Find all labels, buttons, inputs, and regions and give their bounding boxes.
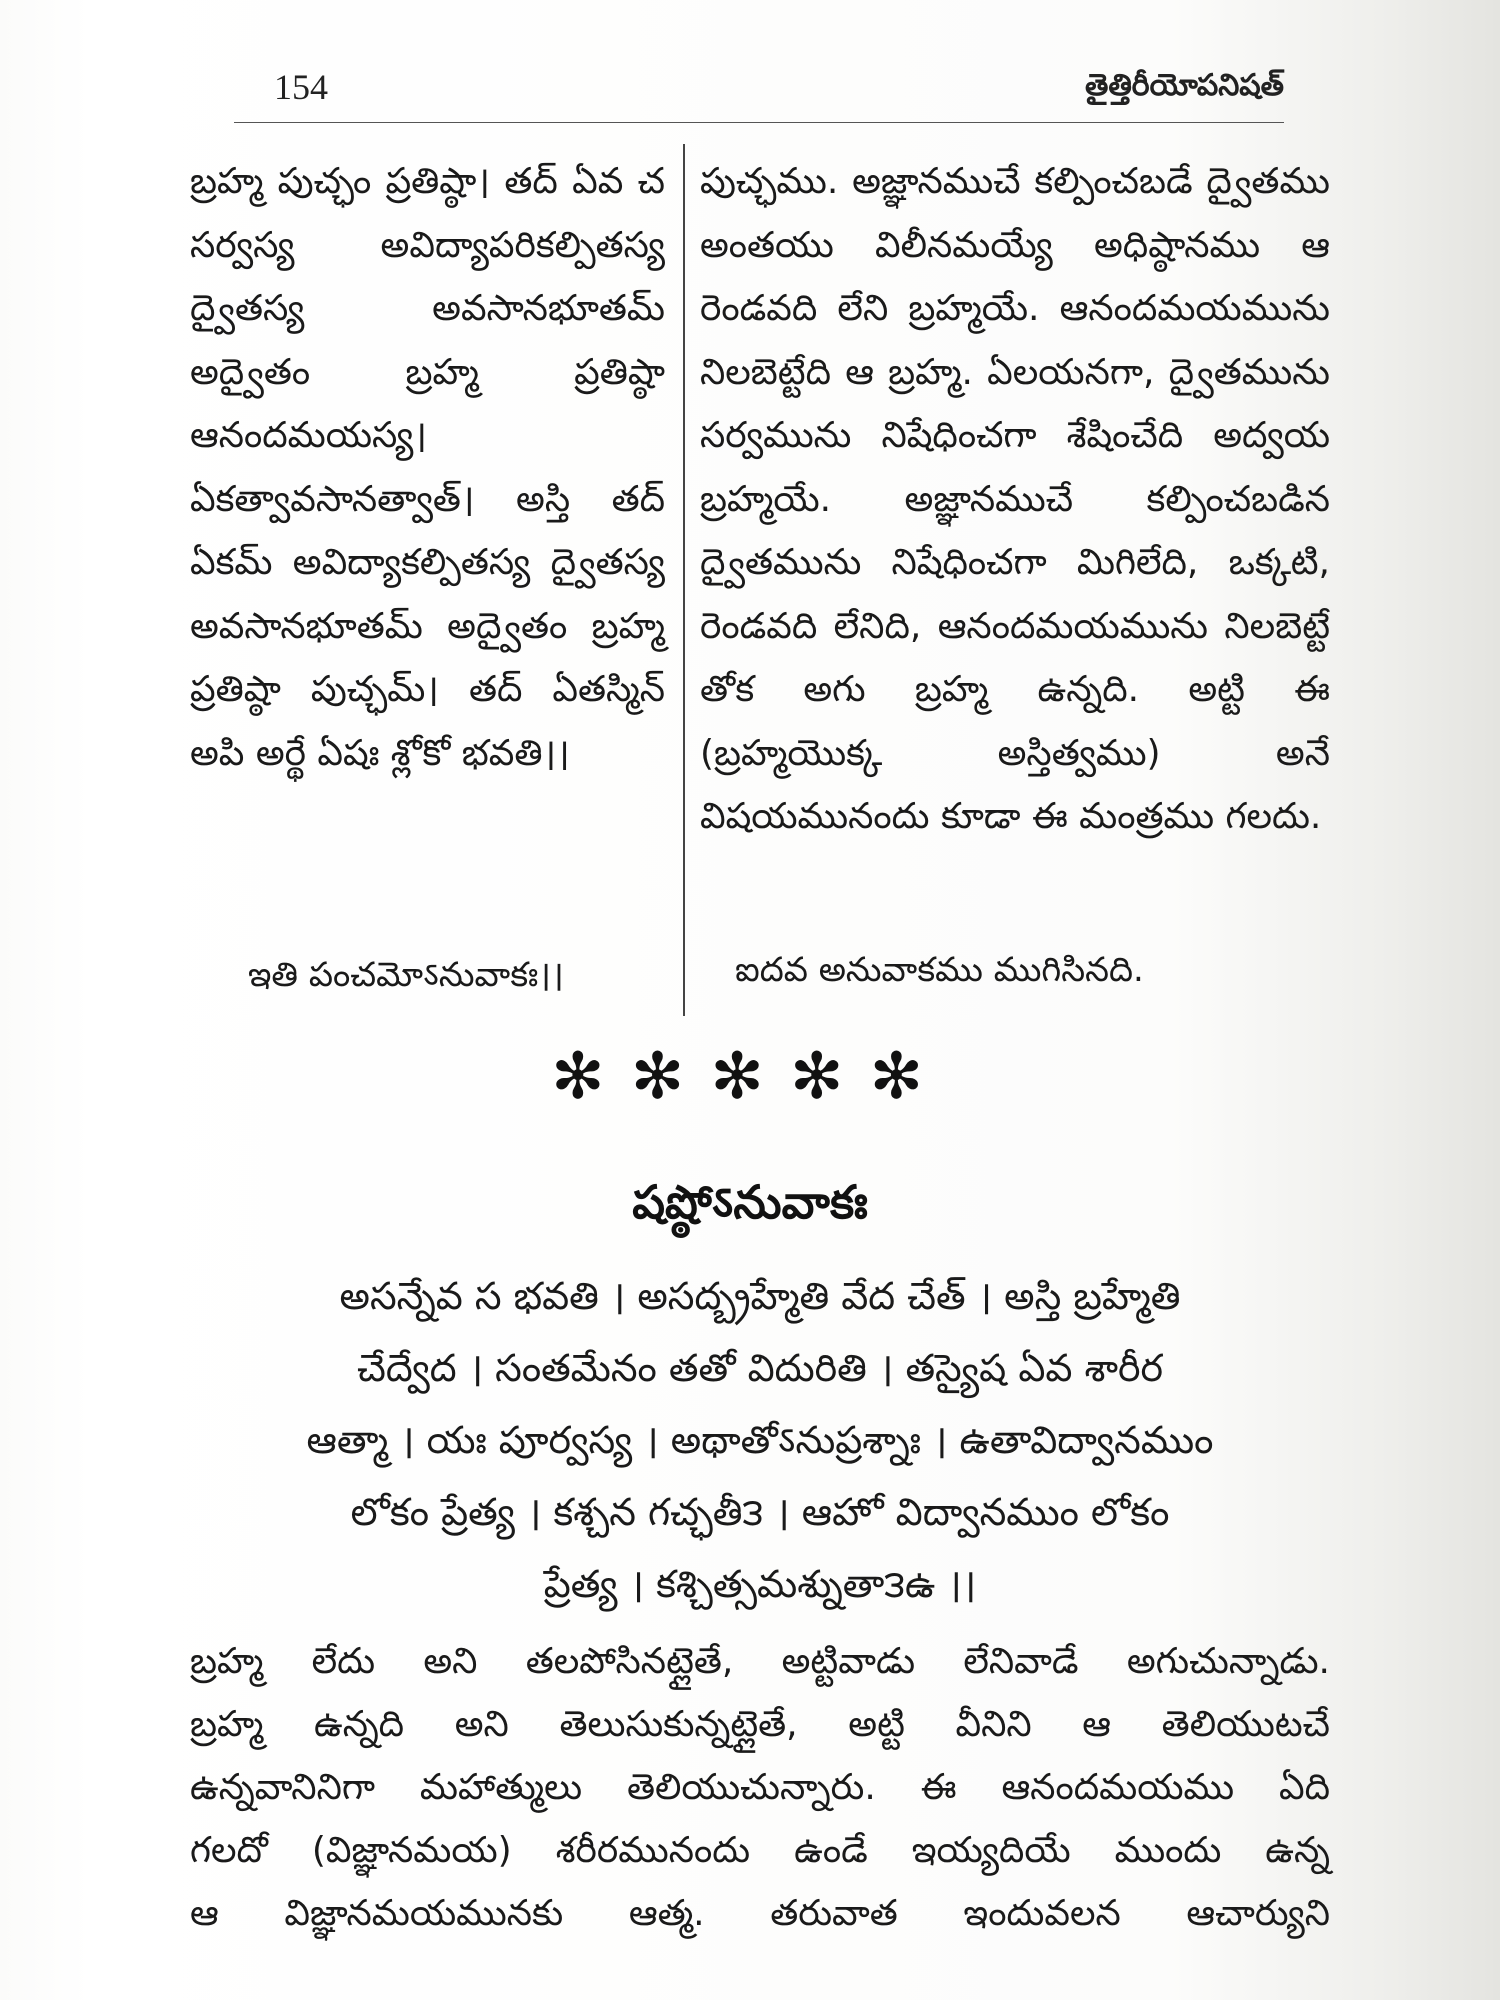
commentary-block — [190, 1630, 1330, 1945]
verse-line: ప్రేత్య । కశ్చిత్సమశ్నుతా౩ఉ ।। — [543, 1562, 977, 1606]
verse-line: లోకం ప్రేత్య । కశ్చన గచ్ఛతీ౩ । ఆహో విద్వానముం లోకం — [350, 1490, 1170, 1534]
commentary-line: ఉన్నవానినిగా మహాత్ములు తెలియుచున్నారు. ఈ ఆనందమయము ఏది — [190, 1767, 1330, 1808]
two-column-section — [190, 150, 1330, 1010]
verse-block — [190, 1260, 1330, 1620]
column-divider — [683, 144, 685, 1016]
commentary-line: బ్రహ్మ లేదు అని తలపోసినట్లైతే, అట్టివాడు లేనివాడే అగుచున్నాడు. — [190, 1641, 1330, 1682]
translation-end-note: ఐదవ అనువాకము ముగిసినది. — [735, 950, 1144, 990]
sanskrit-end-note: ఇతి పంచమోऽనువాకః।। — [248, 955, 564, 995]
commentary-line: ఆ విజ్ఞానమయమునకు ఆత్మ. తరువాత ఇందువలన ఆచార్యుని — [190, 1893, 1330, 1934]
commentary-line: గలదో (విజ్ఞానమయ) శరీరమునందు ఉండే ఇయ్యదియే ముందు ఉన్న — [190, 1830, 1330, 1871]
sanskrit-text: బ్రహ్మ పుచ్ఛం ప్రతిష్ఠా। తద్ ఏవ చ సర్వస్య అవిద్యాపరికల్పితస్య ద్వైతస్య అవసానభూతమ్ అద్వైతం బ్రహ్మ ప్రతిష్ఠా ఆనందమయస్య। ఏకత్వావసానత్వాత్। అస్తి తద్ ఏకమ్ అవిద్యాకల్పితస్య ద్వైతస్య అవసానభూతమ్ అద్వైతం బ్రహ్మ ప్రతిష్ఠా పుచ్ఛమ్। తద్ ఏతస్మిన్ అపి అర్థే ఏషః శ్లోకో భవతి।। — [190, 161, 665, 774]
sanskrit-column — [190, 150, 665, 785]
section-separator-stars: ✻✻✻✻✻ — [550, 1040, 950, 1114]
page-header — [234, 62, 1284, 123]
section-title: షష్ఠోऽనువాకః — [632, 1175, 868, 1229]
translation-text: పుచ్ఛము. అజ్ఞానముచే కల్పించబడే ద్వైతము అంతయు విలీనమయ్యే అధిష్ఠానము ఆ రెండవది లేని బ్రహ్మయే. ఆనందమయమును నిలబెట్టేది ఆ బ్రహ్మ. ఏలయనగా, ద్వైతమును సర్వమును నిషేధించగా శేషించేది అద్వయ బ్రహ్మయే. అజ్ఞానముచే కల్పించబడిన ద్వైతమును నిషేధించగా మిగిలేది, ఒక్కటి, రెండవది లేనిది, ఆనందమయమును నిలబెట్టే తోక అగు బ్రహ్మ ఉన్నది. అట్టి ఈ (బ్రహ్మయొక్క అస్తిత్వము) అనే విషయమునందు కూడా ఈ మంత్రము గలదు. — [700, 161, 1330, 837]
page-number: 154 — [274, 67, 328, 107]
verse-line: చేద్వేద । సంతమేనం తతో విదురితి । తస్యైష ఏవ శారీర — [356, 1346, 1164, 1390]
verse-line: అసన్నేవ స భవతి । అసద్బ్రహ్మేతి వేద చేత్ । అస్తి బ్రహ్మేతి — [339, 1274, 1181, 1318]
commentary-line: బ్రహ్మ ఉన్నది అని తెలుసుకున్నట్లైతే, అట్టి వీనిని ఆ తెలియుటచే — [190, 1704, 1330, 1745]
verse-line: ఆత్మా । యః పూర్వస్య । అథాతోऽనుప్రశ్నాః । ఉతావిద్వానముం — [306, 1418, 1214, 1462]
running-title: తైత్తిరీయోపనిషత్ — [1085, 68, 1284, 103]
translation-column — [700, 150, 1330, 849]
